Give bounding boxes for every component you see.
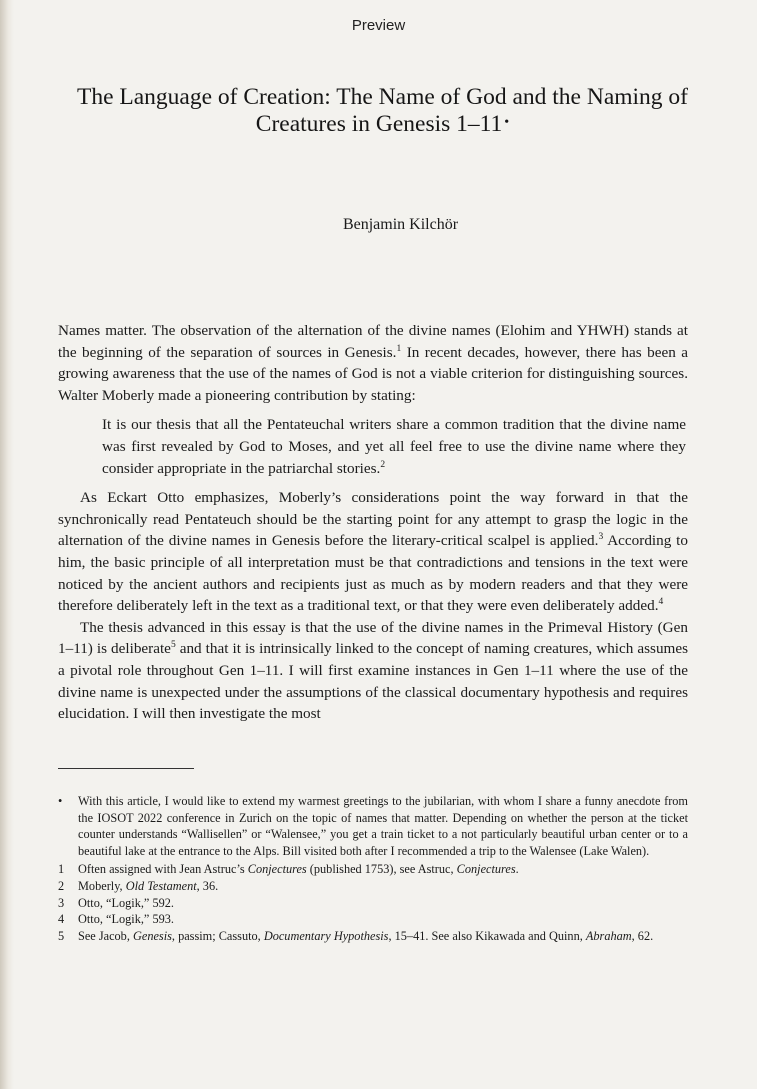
block-quote: It is our thesis that all the Pentateuchal writers share a common tradition that the divine name was first revealed by God to Moses, and yet all feel free to use the divine name where they consider appropriate in the patriarchal stories.$^2$ [102,416,686,477]
footnote-text: Otto, “Logik,” 592. [78,895,174,910]
footnote-number: 5 [58,928,65,943]
paragraph-2: As Eckart Otto emphasizes, Moberly’s considerations point the way forward in that the synchronically read Pentateuch should be the starting point for any attempt to grasp the logic in the alternation of the divine names in Genesis before the literary-critical scalpel is applied.$^3$ According to him, the basic principle of all interpretation must be that contradictions and tensions in the text were noticed by the ancient authors and recipients just as much as by modern readers and that they were therefore deliberately left in the text as a traditional text, or that they were even deliberately added.$^4$ [58,489,689,615]
footnote-1 [58,861,688,878]
paragraph-1: Names matter. The observation of the alternation of the divine names (Elohim and YHWH) stands at the beginning of the separation of sources in Genesis.$^1$ In recent decades, however, there has been a growing awareness that the use of the names of God is not a viable criterion for distinguishing sources. Walter Moberly made a pioneering contribution by stating: [58,322,688,404]
footnote-text: See Jacob, Genesis, passim; Cassuto, Documentary Hypothesis, 15–41. See also Kikawada and Quinn, Abraham, 62. [78,928,654,943]
footnote-number: 4 [58,912,65,927]
footnote-2 [58,878,688,895]
footnote-number: 1 [58,862,65,877]
footnote-text: Often assigned with Jean Astruc’s Conjectures (published 1753), see Astruc, Conjectures. [78,862,519,877]
title-footnote-mark[interactable]: • [504,115,510,130]
footnote-ref-3[interactable]: 3 [598,532,604,543]
footnote-star [58,793,688,859]
article-body [58,320,688,725]
footnote-text: With this article, I would like to extend my warmest greetings to the jubilarian, with whom I share a funny anecdote from the IOSOT 2022 conference in Zurich on the topic of names that matter. Depending on whether the person at the ticket counter understands “Wallisellen” or “Walensee,” you get a train ticket to a not particularly beautiful urban center or to a beautiful lake at the entrance to the Alps. Bill visited both after I recommended a trip to the Walensee (Lake Walen). [78,794,688,858]
footnote-ref-2[interactable]: 2 [380,459,386,470]
footnote-text: Otto, “Logik,” 593. [78,912,174,927]
preview-label: Preview [351,17,406,34]
author-name: Benjamin Kilchör [342,216,459,233]
footnotes-section [58,793,688,944]
footnote-5 [58,928,688,945]
page-edge-shadow [0,0,14,1089]
footnote-divider [58,768,194,769]
title-text: The Language of Creation: The Name of God and the Naming of Creatures in Genesis 1–11 [76,84,689,137]
footnote-ref-5[interactable]: 5 [170,640,176,651]
article-title [50,84,715,137]
footnote-4 [58,911,688,928]
footnote-3 [58,895,688,912]
footnote-number: 3 [58,895,65,910]
paragraph-3: The thesis advanced in this essay is that the use of the divine names in the Primeval History (Gen 1–11) is deliberate$^5$ and that it is intrinsically linked to the concept of naming creatures, which assumes a pivotal role throughout Gen 1–11. I will first examine instances in Gen 1–11 where the use of the divine name is unexpected under the assumptions of the classical documentary hypothesis and requires elucidation. I will then investigate the most [58,618,688,723]
footnote-ref-1[interactable]: 1 [396,343,402,354]
footnote-mark: • [58,794,63,808]
footnote-text: Moberly, Old Testament, 36. [78,878,219,893]
footnote-ref-4[interactable]: 4 [658,597,664,608]
footnote-number: 2 [58,878,65,893]
